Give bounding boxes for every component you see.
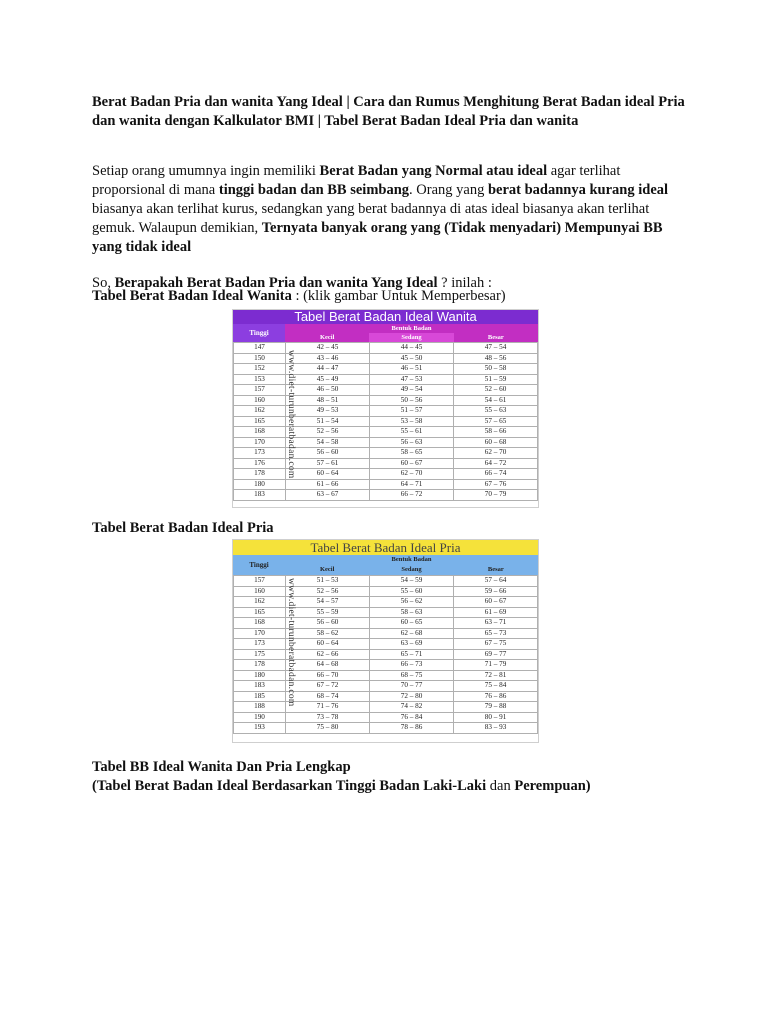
- tinggi-cell: 180: [234, 670, 286, 681]
- weight-range-cell: 49 – 53: [286, 406, 370, 417]
- tinggi-cell: 175: [234, 649, 286, 660]
- question-bold: Berapakah Berat Badan Pria dan wanita Yang Ideal: [114, 275, 438, 291]
- weight-range-cell: 45 – 50: [370, 353, 454, 364]
- tinggi-cell: 183: [234, 490, 286, 501]
- weight-range-cell: 68 – 74: [286, 691, 370, 702]
- weight-range-cell: 59 – 66: [454, 586, 538, 597]
- intro-bold: tinggi badan dan BB seimbang: [218, 182, 410, 198]
- weight-range-cell: 46 – 51: [370, 364, 454, 375]
- weight-range-cell: 60 – 64: [286, 639, 370, 650]
- weight-range-cell: 72 – 81: [454, 670, 538, 681]
- weight-range-cell: 43 – 46: [286, 353, 370, 364]
- weight-range-cell: 51 – 54: [286, 416, 370, 427]
- weight-range-cell: 62 – 68: [370, 628, 454, 639]
- table-row: [234, 618, 538, 629]
- tinggi-cell: 170: [234, 628, 286, 639]
- weight-range-cell: 65 – 71: [370, 649, 454, 660]
- tinggi-cell: 183: [234, 681, 286, 692]
- table-row: [234, 723, 538, 734]
- table-row: [234, 670, 538, 681]
- wanita-label-bold: Tabel Berat Badan Ideal Wanita: [92, 288, 292, 304]
- weight-range-cell: 80 – 91: [454, 712, 538, 723]
- weight-range-cell: 60 – 67: [370, 458, 454, 469]
- lengkap-subheading: [92, 777, 591, 796]
- wanita-table-header: [233, 324, 538, 342]
- tinggi-cell: 173: [234, 448, 286, 459]
- weight-range-cell: 54 – 57: [286, 597, 370, 608]
- weight-range-cell: 55 – 59: [286, 607, 370, 618]
- weight-range-cell: 45 – 49: [286, 374, 370, 385]
- weight-range-cell: 58 – 63: [370, 607, 454, 618]
- question-text: So,: [92, 275, 115, 291]
- tinggi-cell: 180: [234, 479, 286, 490]
- tinggi-cell: 193: [234, 723, 286, 734]
- table-row: [234, 607, 538, 618]
- weight-range-cell: 63 – 69: [370, 639, 454, 650]
- tinggi-header: Tinggi: [233, 324, 285, 342]
- table-row: [234, 660, 538, 671]
- table-row: [234, 490, 538, 501]
- weight-range-cell: 57 – 64: [454, 576, 538, 587]
- weight-range-cell: 51 – 53: [286, 576, 370, 587]
- intro-bold: berat badannya kurang ideal: [487, 182, 669, 198]
- weight-range-cell: 54 – 58: [286, 437, 370, 448]
- weight-range-cell: 76 – 84: [370, 712, 454, 723]
- weight-range-cell: 61 – 66: [286, 479, 370, 490]
- weight-range-cell: 58 – 65: [370, 448, 454, 459]
- intro-paragraph: [92, 162, 692, 257]
- weight-range-cell: 76 – 86: [454, 691, 538, 702]
- weight-range-cell: 55 – 61: [370, 427, 454, 438]
- tinggi-cell: 178: [234, 660, 286, 671]
- tinggi-header: Tinggi: [233, 555, 285, 575]
- weight-range-cell: 69 – 77: [454, 649, 538, 660]
- table-row: [234, 479, 538, 490]
- weight-range-cell: 71 – 79: [454, 660, 538, 671]
- weight-range-cell: 63 – 67: [286, 490, 370, 501]
- page-title: Berat Badan Pria dan wanita Yang Ideal | Cara dan Rumus Menghitung Berat Badan ideal Pria dan wanita dengan Kalkulator BMI | Tabel Berat Badan Ideal Pria dan wanita: [92, 94, 685, 129]
- weight-range-cell: 47 – 53: [370, 374, 454, 385]
- table-row: [234, 416, 538, 427]
- weight-range-cell: 60 – 67: [454, 597, 538, 608]
- weight-range-cell: 83 – 93: [454, 723, 538, 734]
- kecil-header: Kecil: [319, 566, 335, 573]
- weight-range-cell: 67 – 76: [454, 479, 538, 490]
- tinggi-cell: 188: [234, 702, 286, 713]
- weight-range-cell: 67 – 75: [454, 639, 538, 650]
- tinggi-cell: 170: [234, 437, 286, 448]
- weight-range-cell: 52 – 56: [286, 427, 370, 438]
- weight-range-cell: 64 – 72: [454, 458, 538, 469]
- weight-range-cell: 71 – 76: [286, 702, 370, 713]
- weight-range-cell: 52 – 60: [454, 385, 538, 396]
- intro-text: Setiap orang umumnya ingin memiliki: [92, 163, 320, 179]
- besar-header: Besar: [487, 566, 504, 573]
- lengkap-bold: Perempuan): [514, 778, 591, 794]
- wanita-table: [233, 342, 538, 501]
- weight-range-cell: 50 – 56: [370, 395, 454, 406]
- table-row: [234, 343, 538, 354]
- weight-range-cell: 44 – 45: [370, 343, 454, 354]
- weight-range-cell: 58 – 66: [454, 427, 538, 438]
- table-row: [234, 628, 538, 639]
- weight-range-cell: 49 – 54: [370, 385, 454, 396]
- pria-table: [233, 575, 538, 734]
- weight-range-cell: 70 – 77: [370, 681, 454, 692]
- weight-range-cell: 64 – 68: [286, 660, 370, 671]
- table-row: [234, 364, 538, 375]
- weight-range-cell: 60 – 64: [286, 469, 370, 480]
- question-text: ? inilah :: [437, 275, 492, 291]
- weight-range-cell: 52 – 56: [286, 586, 370, 597]
- lengkap-bold: (Tabel Berat Badan Ideal Berdasarkan Tinggi Badan Laki-Laki: [92, 778, 487, 794]
- tinggi-cell: 185: [234, 691, 286, 702]
- weight-range-cell: 51 – 57: [370, 406, 454, 417]
- lengkap-text: dan: [486, 778, 515, 794]
- weight-range-cell: 48 – 56: [454, 353, 538, 364]
- wanita-watermark: www.diet-turunberatbadan.com: [286, 350, 296, 479]
- pria-table-image[interactable]: [232, 539, 539, 743]
- pria-table-header: [233, 555, 538, 575]
- weight-range-cell: 66 – 72: [370, 490, 454, 501]
- weight-range-cell: 54 – 61: [454, 395, 538, 406]
- table-row: [234, 458, 538, 469]
- weight-range-cell: 62 – 66: [286, 649, 370, 660]
- tinggi-cell: 147: [234, 343, 286, 354]
- table-row: [234, 374, 538, 385]
- tinggi-cell: 162: [234, 597, 286, 608]
- weight-range-cell: 60 – 68: [454, 437, 538, 448]
- table-row: [234, 576, 538, 587]
- weight-range-cell: 74 – 82: [370, 702, 454, 713]
- weight-range-cell: 55 – 60: [370, 586, 454, 597]
- weight-range-cell: 57 – 65: [454, 416, 538, 427]
- intro-bold: Ternyata banyak orang yang (Tidak menyadari) Mempunyai BB yang tidak ideal: [92, 220, 663, 255]
- weight-range-cell: 73 – 78: [286, 712, 370, 723]
- intro-text: agar terlihat proporsional di mana: [92, 163, 621, 198]
- weight-range-cell: 53 – 58: [370, 416, 454, 427]
- weight-range-cell: 70 – 79: [454, 490, 538, 501]
- weight-range-cell: 46 – 50: [286, 385, 370, 396]
- pria-table-banner: Tabel Berat Badan Ideal Pria: [233, 540, 538, 555]
- tinggi-cell: 157: [234, 385, 286, 396]
- intro-bold: Berat Badan yang Normal atau ideal: [319, 163, 548, 179]
- table-row: [234, 437, 538, 448]
- weight-range-cell: 55 – 63: [454, 406, 538, 417]
- tinggi-cell: 160: [234, 395, 286, 406]
- weight-range-cell: 62 – 70: [370, 469, 454, 480]
- tinggi-cell: 178: [234, 469, 286, 480]
- table-row: [234, 691, 538, 702]
- tinggi-cell: 168: [234, 618, 286, 629]
- table-row: [234, 586, 538, 597]
- table-row: [234, 395, 538, 406]
- bentuk-badan-header: Bentuk Badan: [285, 555, 538, 565]
- weight-range-cell: 48 – 51: [286, 395, 370, 406]
- wanita-label-text: : (klik gambar Untuk Memperbesar): [291, 288, 506, 304]
- tinggi-cell: 162: [234, 406, 286, 417]
- table-row: [234, 597, 538, 608]
- table-row: [234, 469, 538, 480]
- bentuk-badan-header: Bentuk Badan: [285, 324, 538, 333]
- tinggi-cell: 173: [234, 639, 286, 650]
- weight-range-cell: 79 – 88: [454, 702, 538, 713]
- lengkap-heading: Tabel BB Ideal Wanita Dan Pria Lengkap: [92, 759, 351, 775]
- weight-range-cell: 51 – 59: [454, 374, 538, 385]
- weight-range-cell: 42 – 45: [286, 343, 370, 354]
- tinggi-cell: 150: [234, 353, 286, 364]
- pria-watermark: www.diet-turunberatbadan.com: [286, 578, 296, 707]
- tinggi-cell: 190: [234, 712, 286, 723]
- weight-range-cell: 62 – 70: [454, 448, 538, 459]
- weight-range-cell: 66 – 74: [454, 469, 538, 480]
- weight-range-cell: 50 – 58: [454, 364, 538, 375]
- sedang-header: Sedang: [401, 566, 422, 573]
- wanita-table-label: [92, 287, 506, 306]
- weight-range-cell: 44 – 47: [286, 364, 370, 375]
- sedang-header: Sedang: [369, 333, 453, 342]
- tinggi-cell: 176: [234, 458, 286, 469]
- article: [92, 93, 692, 293]
- table-row: [234, 427, 538, 438]
- weight-range-cell: 65 – 73: [454, 628, 538, 639]
- weight-range-cell: 75 – 84: [454, 681, 538, 692]
- weight-range-cell: 78 – 86: [370, 723, 454, 734]
- tinggi-cell: 157: [234, 576, 286, 587]
- weight-range-cell: 61 – 69: [454, 607, 538, 618]
- weight-range-cell: 63 – 71: [454, 618, 538, 629]
- table-row: [234, 353, 538, 364]
- wanita-table-banner: Tabel Berat Badan Ideal Wanita: [233, 310, 538, 324]
- weight-range-cell: 66 – 73: [370, 660, 454, 671]
- intro-text: biasanya akan terlihat kurus, sedangkan yang berat badannya di atas ideal biasanya akan terlihat gemuk. Walaupun demikian,: [92, 201, 650, 236]
- weight-range-cell: 60 – 65: [370, 618, 454, 629]
- tinggi-cell: 153: [234, 374, 286, 385]
- weight-range-cell: 47 – 54: [454, 343, 538, 354]
- weight-range-cell: 75 – 80: [286, 723, 370, 734]
- tinggi-cell: 165: [234, 607, 286, 618]
- weight-range-cell: 56 – 63: [370, 437, 454, 448]
- weight-range-cell: 64 – 71: [370, 479, 454, 490]
- weight-range-cell: 56 – 60: [286, 618, 370, 629]
- table-row: [234, 712, 538, 723]
- tinggi-cell: 152: [234, 364, 286, 375]
- weight-range-cell: 56 – 60: [286, 448, 370, 459]
- tinggi-cell: 168: [234, 427, 286, 438]
- table-row: [234, 639, 538, 650]
- weight-range-cell: 67 – 72: [286, 681, 370, 692]
- tinggi-cell: 165: [234, 416, 286, 427]
- pria-table-label: [92, 519, 274, 538]
- table-row: [234, 681, 538, 692]
- table-row: [234, 649, 538, 660]
- weight-range-cell: 56 – 62: [370, 597, 454, 608]
- table-row: [234, 385, 538, 396]
- weight-range-cell: 54 – 59: [370, 576, 454, 587]
- weight-range-cell: 72 – 80: [370, 691, 454, 702]
- table-row: [234, 448, 538, 459]
- besar-header: Besar: [487, 334, 504, 341]
- pria-label-bold: Tabel Berat Badan Ideal Pria: [92, 520, 274, 536]
- weight-range-cell: 58 – 62: [286, 628, 370, 639]
- intro-text: . Orang yang: [409, 182, 488, 198]
- wanita-table-image[interactable]: [232, 309, 539, 508]
- weight-range-cell: 66 – 70: [286, 670, 370, 681]
- table-row: [234, 702, 538, 713]
- kecil-header: Kecil: [319, 334, 335, 341]
- weight-range-cell: 68 – 75: [370, 670, 454, 681]
- tinggi-cell: 160: [234, 586, 286, 597]
- table-row: [234, 406, 538, 417]
- weight-range-cell: 57 – 61: [286, 458, 370, 469]
